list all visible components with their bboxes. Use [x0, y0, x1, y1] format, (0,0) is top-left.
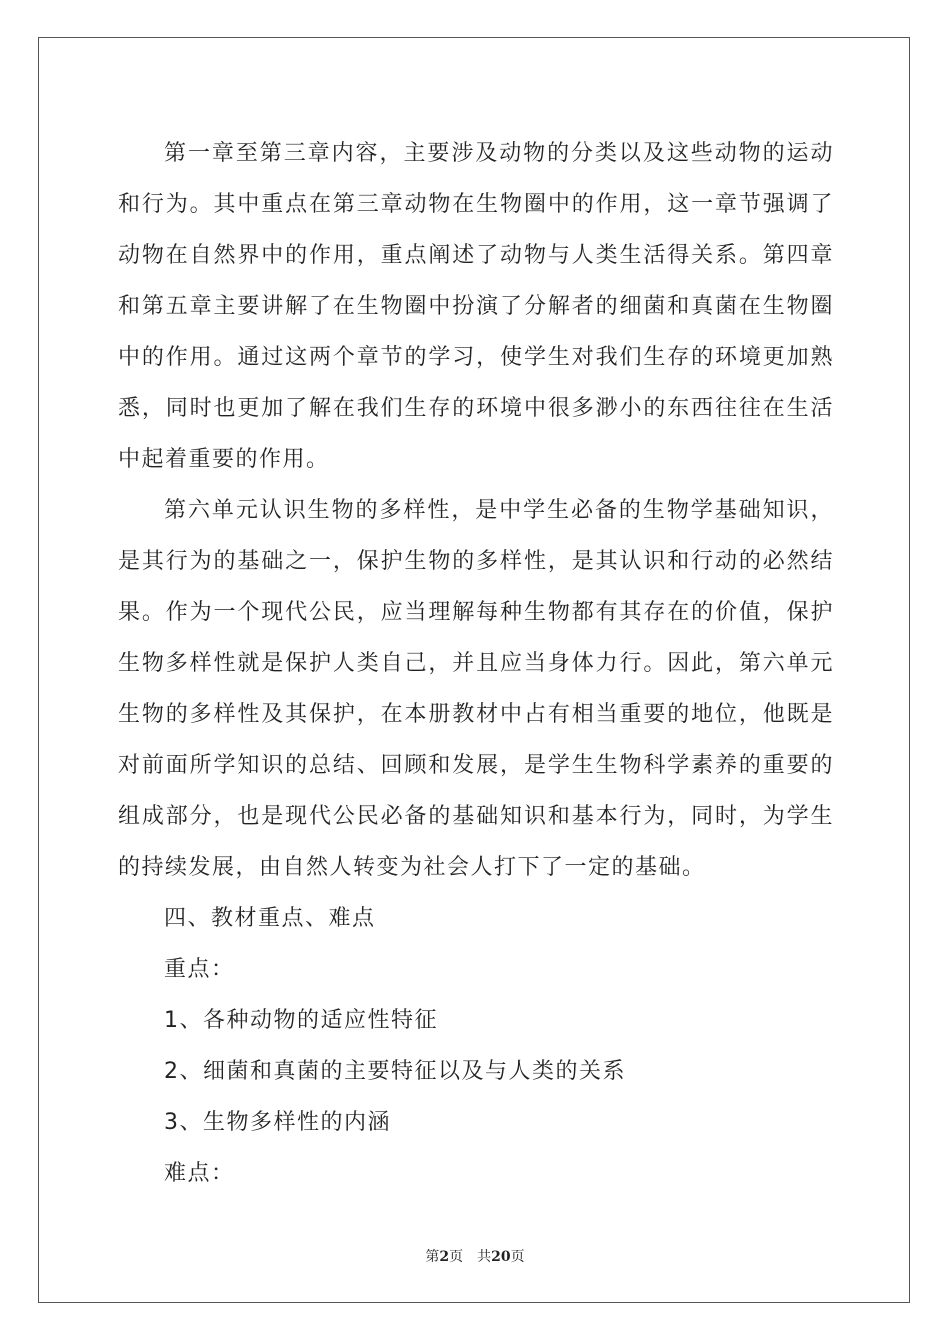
key-point-item: 2、细菌和真菌的主要特征以及与人类的关系	[164, 1059, 626, 1084]
page-suffix: 页	[449, 1249, 464, 1265]
key-point-item: 3、生物多样性的内涵	[164, 1110, 391, 1135]
total-prefix: 共	[477, 1249, 492, 1265]
section-heading: 四、教材重点、难点	[164, 906, 376, 931]
key-point-item: 1、各种动物的适应性特征	[164, 1008, 438, 1033]
paragraph-unit-6: 第六单元认识生物的多样性，是中学生必备的生物学基础知识，是其行为的基础之一，保护生物的多样性，是其认识和行动的必然结果。作为一个现代公民，应当理解每种生物都有其存在的价值，保护生物多样性就是保护人类自己，并且应当身体力行。因此，第六单元生物的多样性及其保护，在本册教材中占有相当重要的地位，他既是对前面所学知识的总结、回顾和发展，是学生生物科学素养的重要的组成部分，也是现代公民必备的基础知识和基本行为，同时，为学生的持续发展，由自然人转变为社会人打下了一定的基础。	[118, 498, 834, 880]
paragraph-chapters-1-5: 第一章至第三章内容，主要涉及动物的分类以及这些动物的运动和行为。其中重点在第三章动物在生物圈中的作用，这一章节强调了动物在自然界中的作用，重点阐述了动物与人类生活得关系。第四章和第五章主要讲解了在生物圈中扮演了分解者的细菌和真菌在生物圈中的作用。通过这两个章节的学习，使学生对我们生存的环境更加熟悉，同时也更加了解在我们生存的环境中很多渺小的东西往往在生活中起着重要的作用。	[118, 141, 834, 472]
page-current: 2	[439, 1249, 450, 1265]
page-total: 20	[491, 1249, 511, 1265]
key-points-label: 重点：	[164, 957, 235, 982]
page-footer	[0, 1246, 950, 1266]
page-prefix: 第	[425, 1249, 440, 1265]
document-body	[118, 128, 834, 1199]
difficulties-label: 难点：	[164, 1161, 235, 1186]
total-suffix: 页	[510, 1249, 525, 1265]
